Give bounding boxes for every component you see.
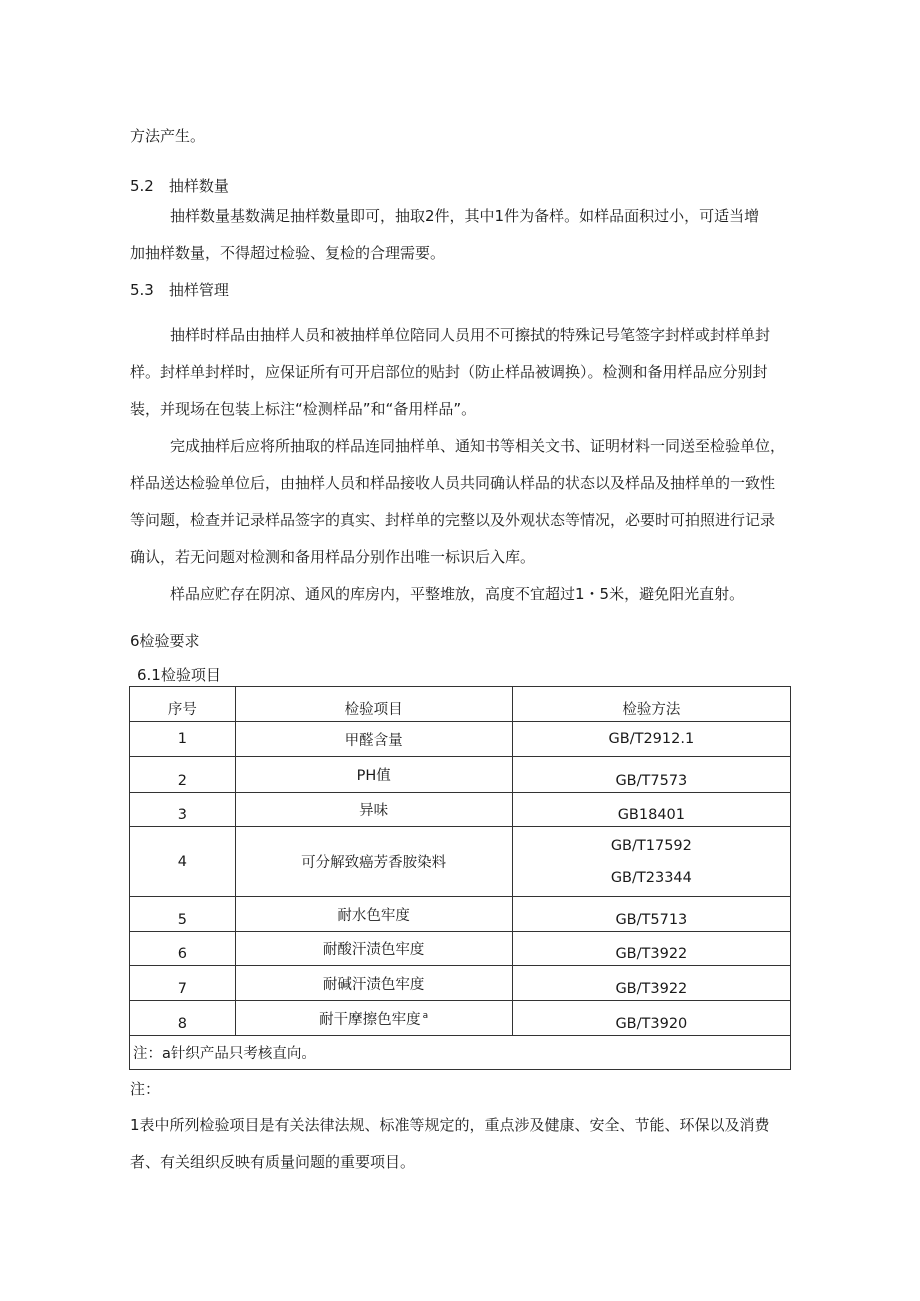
text-line: 装，并现场在包装上标注“检测样品”和“备用样品”。 bbox=[130, 400, 477, 418]
subsection-heading-6-1: 6.1检验项目 bbox=[137, 666, 221, 684]
table-row bbox=[130, 1001, 791, 1036]
text-line: 样品应贮存在阴凉、通风的库房内，平整堆放，高度不宜超过1・5米，避免阳光直射。 bbox=[170, 585, 745, 603]
header-cell-item: 检验项目 bbox=[235, 687, 512, 722]
text-line: 样。封样单封样时，应保证所有可开启部位的贴封（防止样品被调换）。检测和备用样品应分别封 bbox=[130, 363, 768, 381]
text-line: 抽样数量基数满足抽样数量即可，抽取2件，其中1件为备样。如样品面积过小，可适当增 bbox=[170, 207, 760, 225]
text-line: 抽样时样品由抽样人员和被抽样单位陪同人员用不可擦拭的特殊记号笔签字封样或封样单封 bbox=[170, 326, 771, 344]
section-heading-6: 6检验要求 bbox=[130, 632, 200, 650]
table-row bbox=[130, 722, 791, 757]
text-line: 样品送达检验单位后，由抽样人员和样品接收人员共同确认样品的状态以及样品及抽样单的一致性 bbox=[130, 474, 776, 492]
cell-item: 耐碱汗渍色牢度 bbox=[235, 966, 512, 1001]
text-line: 确认，若无问题对检测和备用样品分别作出唯一标识后入库。 bbox=[130, 548, 536, 566]
cell-number: 7 bbox=[130, 966, 236, 1001]
text-line: 者、有关组织反映有质量问题的重要项目。 bbox=[130, 1153, 416, 1171]
cell-number: 8 bbox=[130, 1001, 236, 1036]
table-header-row bbox=[130, 687, 791, 722]
cell-method: GB/T7573 bbox=[512, 757, 790, 793]
cell-item: PH值 bbox=[235, 757, 512, 793]
text-line: 1表中所列检验项目是有关法律法规、标准等规定的，重点涉及健康、安全、节能、环保以及消费 bbox=[130, 1116, 770, 1134]
table-row bbox=[130, 897, 791, 932]
table-note-row bbox=[130, 1036, 791, 1070]
cell-number: 4 bbox=[130, 827, 236, 897]
cell-item: 耐干摩擦色牢度 $^a$ bbox=[235, 1001, 512, 1036]
notes-label: 注： bbox=[130, 1080, 161, 1098]
text-line: 加抽样数量，不得超过检验、复检的合理需要。 bbox=[130, 244, 446, 262]
cell-number: 6 bbox=[130, 932, 236, 966]
table-row bbox=[130, 827, 791, 897]
table-row bbox=[130, 793, 791, 827]
section-heading-5-3: 5.3 抽样管理 bbox=[130, 281, 229, 299]
table-footnote: 注：a针织产品只考核直向。 bbox=[130, 1036, 791, 1070]
header-cell-number: 序号 bbox=[130, 687, 236, 722]
cell-item: 可分解致癌芳香胺染料 bbox=[235, 827, 512, 897]
cell-number: 1 bbox=[130, 722, 236, 757]
cell-method: GB/T3920 bbox=[512, 1001, 790, 1036]
footnote-marker: a bbox=[422, 1010, 429, 1021]
text-fragment: 方法产生。 bbox=[130, 127, 206, 145]
cell-method: GB/T3922 bbox=[512, 966, 790, 1001]
table-row bbox=[130, 932, 791, 966]
table-row bbox=[130, 757, 791, 793]
header-cell-method: 检验方法 bbox=[512, 687, 790, 722]
cell-method: GB/T5713 bbox=[512, 897, 790, 932]
inspection-items-table bbox=[129, 686, 791, 1070]
paragraph-sample-quantity bbox=[130, 206, 790, 263]
cell-number: 3 bbox=[130, 793, 236, 827]
cell-number: 5 bbox=[130, 897, 236, 932]
notes-paragraph bbox=[130, 1115, 790, 1172]
paragraph-sealing bbox=[130, 325, 790, 604]
text-line: 等问题，检查并记录样品签字的真实、封样单的完整以及外观状态等情况，必要时可拍照进行记录 bbox=[130, 511, 776, 529]
cell-method: GB18401 bbox=[512, 793, 790, 827]
cell-item: 耐酸汗渍色牢度 bbox=[235, 932, 512, 966]
cell-method: GB/T17592 GB/T23344 bbox=[512, 827, 790, 897]
cell-item: 甲醛含量 bbox=[235, 722, 512, 757]
text-line: 完成抽样后应将所抽取的样品连同抽样单、通知书等相关文书、证明材料一同送至检验单位， bbox=[170, 437, 786, 455]
section-heading-5-2: 5.2 抽样数量 bbox=[130, 177, 229, 195]
cell-item: 异味 bbox=[235, 793, 512, 827]
cell-item: 耐水色牢度 bbox=[235, 897, 512, 932]
cell-number: 2 bbox=[130, 757, 236, 793]
table-row bbox=[130, 966, 791, 1001]
cell-method: GB/T3922 bbox=[512, 932, 790, 966]
cell-method: GB/T2912.1 bbox=[512, 722, 790, 757]
